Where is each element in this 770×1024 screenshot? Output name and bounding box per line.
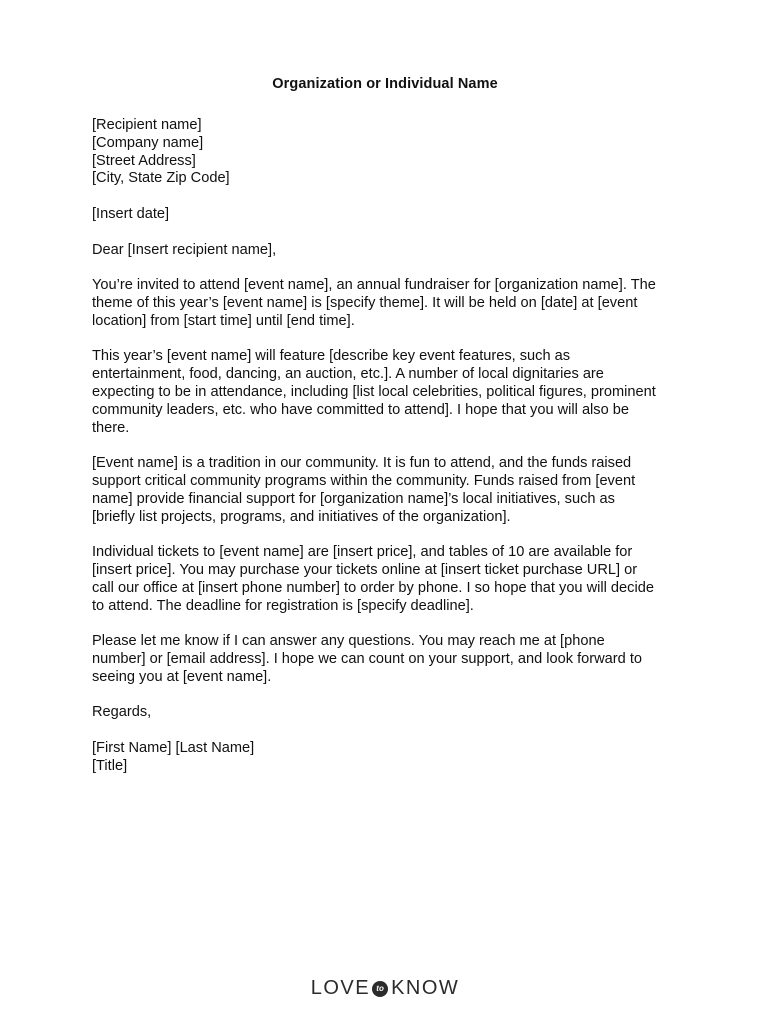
- paragraph-line: [insert price]. You may purchase your tickets online at [insert ticket purchase URL] or: [92, 561, 638, 578]
- letter-heading: Organization or Individual Name: [272, 76, 498, 92]
- signature-title: [Title]: [92, 757, 128, 774]
- logo-text-left: LOVE: [310, 977, 371, 999]
- paragraph-line: This year’s [event name] will feature [describe key event features, such as: [92, 348, 571, 365]
- paragraph-event-features: [92, 348, 687, 437]
- paragraph-line: seeing you at [event name].: [92, 668, 272, 685]
- paragraph-tradition: [92, 455, 687, 526]
- paragraph-line: community leaders, etc. who have committed to attend]. I hope that you will also be: [92, 401, 630, 418]
- paragraph-tickets: [92, 544, 687, 615]
- paragraph-line: Individual tickets to [event name] are [insert price], and tables of 10 are available for: [92, 544, 633, 561]
- paragraph-line: call our office at [insert phone number] to order by phone. I so hope that you will decide: [92, 579, 654, 596]
- lovetoknow-logo: [0, 977, 770, 1000]
- paragraph-line: entertainment, food, dancing, an auction, etc.]. A number of local dignitaries are: [92, 366, 604, 383]
- closing: Regards,: [92, 704, 152, 721]
- paragraph-line: [briefly list projects, programs, and initiatives of the organization].: [92, 508, 511, 525]
- address-line: [Company name]: [92, 134, 204, 151]
- paragraph-invitation: [92, 277, 687, 330]
- paragraph-line: You’re invited to attend [event name], an annual fundraiser for [organization name]. The: [92, 277, 656, 294]
- logo-mark-icon: to: [372, 981, 388, 997]
- paragraph-line: name] provide financial support for [organization name]’s local initiatives, such as: [92, 490, 615, 507]
- signature-name: [First Name] [Last Name]: [92, 739, 255, 756]
- recipient-address-block: [92, 117, 687, 188]
- address-line: [City, State Zip Code]: [92, 170, 230, 187]
- paragraph-line: number] or [email address]. I hope we can count on your support, and look forward to: [92, 650, 643, 667]
- paragraph-line: [Event name] is a tradition in our community. It is fun to attend, and the funds raised: [92, 455, 632, 472]
- paragraph-line: theme of this year’s [event name] is [specify theme]. It will be held on [date] at [event: [92, 294, 638, 311]
- paragraph-line: there.: [92, 419, 130, 436]
- paragraph-contact: [92, 633, 687, 686]
- paragraph-line: Please let me know if I can answer any questions. You may reach me at [phone: [92, 633, 605, 650]
- address-line: [Recipient name]: [92, 117, 202, 133]
- salutation: Dear [Insert recipient name],: [92, 241, 277, 258]
- paragraph-line: expecting to be in attendance, including [list local celebrities, political figures, prominent: [92, 383, 656, 400]
- logo-text-right: KNOW: [391, 977, 460, 999]
- signature-block: [92, 740, 687, 776]
- address-line: [Street Address]: [92, 152, 196, 169]
- paragraph-line: location] from [start time] until [end time].: [92, 312, 355, 329]
- letter-body: [92, 117, 687, 775]
- letter-date: [Insert date]: [92, 205, 170, 222]
- paragraph-line: to attend. The deadline for registration is [specify deadline].: [92, 597, 474, 614]
- paragraph-line: support critical community programs within the community. Funds raised from [event: [92, 472, 636, 489]
